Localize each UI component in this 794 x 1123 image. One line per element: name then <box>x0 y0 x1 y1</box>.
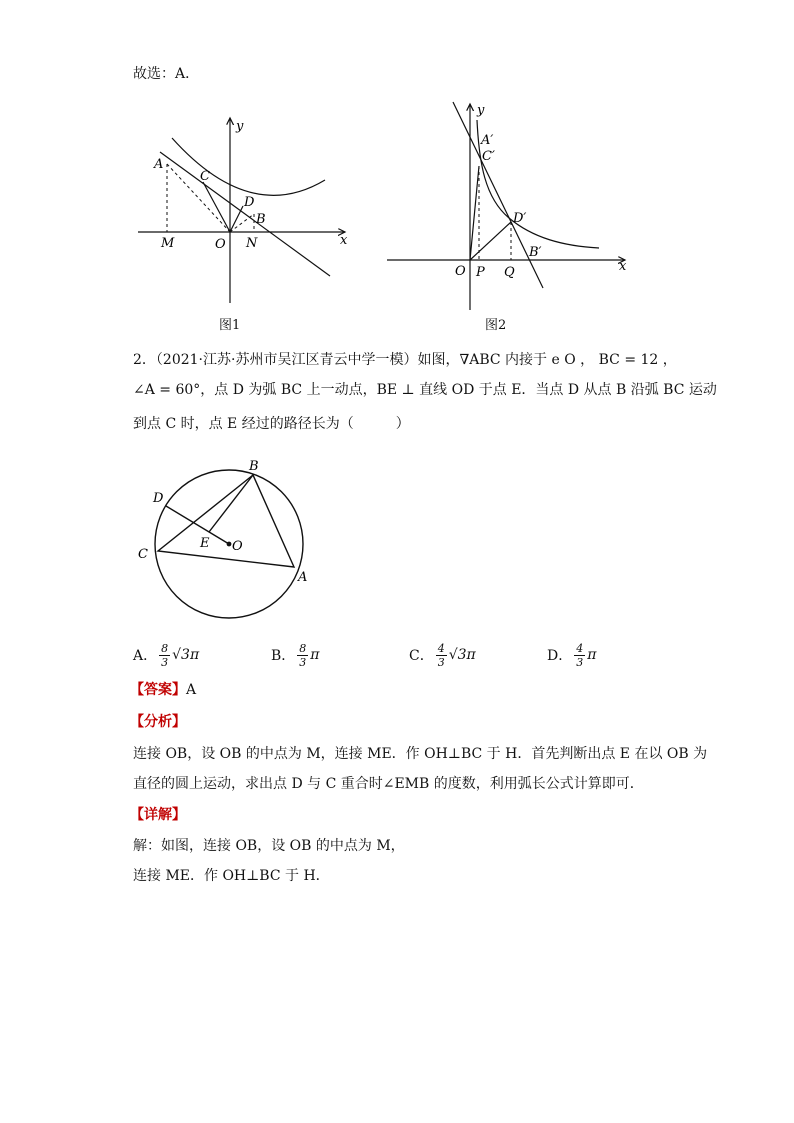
fig2-label-b: B′ <box>529 245 542 260</box>
option-d[interactable] <box>547 638 596 672</box>
question-line-3: 到点 C 时，点 E 经过的路径长为（ ） <box>133 416 410 432</box>
answer-line <box>130 680 196 700</box>
option-c-fraction <box>436 642 447 669</box>
option-a[interactable] <box>133 638 199 672</box>
fig3-label-e: E <box>200 536 210 551</box>
segment-do <box>166 506 229 544</box>
triangle-abc <box>158 475 294 567</box>
question-source: （2021·江苏·苏州市吴江区青云中学一模） <box>155 352 418 368</box>
option-d-tail: π <box>587 647 597 663</box>
detail-line-2: 连接 ME．作 OH⊥BC 于 H． <box>133 868 330 884</box>
question-line-1 <box>133 350 677 370</box>
fig2-label-c: C′ <box>482 149 495 164</box>
figure-2-caption: 图2 <box>485 318 507 333</box>
figure-3-circle <box>133 450 318 625</box>
answer-value: A <box>186 682 197 698</box>
fig1-label-x: x <box>340 233 348 248</box>
fig2-label-o: O <box>455 264 466 279</box>
fig1-label-b: B <box>256 212 266 227</box>
fig1-label-c: C <box>200 169 210 184</box>
fig2-label-d: D′ <box>513 211 527 226</box>
question-line-2: ∠A = 60°，点 D 为弧 BC 上一动点，BE ⊥ 直线 OD 于点 E．当点 D 从点 B 沿弧 BC 运动 <box>133 382 717 398</box>
option-a-letter: A． <box>133 648 158 664</box>
option-b[interactable] <box>271 638 320 672</box>
fig1-label-a: A <box>154 157 164 172</box>
option-b-fraction <box>297 642 308 669</box>
question-line1-rest: 如图，∇ABC 内接于 e O ， BC = 12 ， <box>417 352 677 368</box>
option-d-den: 3 <box>576 655 584 669</box>
fig1-segment-co <box>203 182 230 232</box>
fig2-label-y: y <box>477 103 485 118</box>
option-a-tail: √3π <box>172 647 200 663</box>
fig1-label-y: y <box>236 119 244 134</box>
fig1-dash-ao <box>167 164 230 232</box>
option-d-letter: D． <box>547 648 573 664</box>
option-d-fraction <box>574 642 585 669</box>
fig1-label-d: D <box>244 195 255 210</box>
fig3-label-b: B <box>249 459 259 474</box>
option-c-letter: C． <box>409 648 434 664</box>
fig1-dash-ob <box>230 214 254 232</box>
fig1-parabola <box>172 138 325 195</box>
fig1-label-n: N <box>246 236 258 251</box>
fig2-label-a: A′ <box>481 133 494 148</box>
fig2-segment-od <box>470 222 511 260</box>
figure-1 <box>130 110 355 310</box>
analysis-label-text: 【分析】 <box>130 714 186 730</box>
analysis-line-2: 直径的圆上运动，求出点 D 与 C 重合时∠EMB 的度数，利用弧长公式计算即可． <box>133 776 644 792</box>
option-d-num: 4 <box>576 641 584 655</box>
option-c[interactable] <box>409 638 476 672</box>
option-c-den: 3 <box>437 655 445 669</box>
fig3-label-d: D <box>153 491 164 506</box>
analysis-label <box>130 712 186 732</box>
option-c-num: 4 <box>437 641 445 655</box>
option-a-fraction <box>159 642 170 669</box>
center-point-o <box>227 542 232 547</box>
fig2-segment-oc <box>470 166 479 260</box>
fig3-label-a: A <box>298 570 308 585</box>
option-a-den: 3 <box>161 655 169 669</box>
fig3-label-c: C <box>138 547 148 562</box>
analysis-line-1: 连接 OB，设 OB 的中点为 M，连接 ME．作 OH⊥BC 于 H．首先判断出点 E 在以 OB 为 <box>133 746 708 762</box>
fig1-label-o: O <box>215 237 226 252</box>
fig3-label-o: O <box>232 539 243 554</box>
option-b-tail: π <box>310 647 320 663</box>
fig1-line <box>160 152 330 276</box>
question-number: 2． <box>133 352 156 368</box>
fig2-hyperbola <box>477 120 599 248</box>
option-a-num: 8 <box>161 641 169 655</box>
fig1-label-m: M <box>161 236 175 251</box>
figure-1-caption: 图1 <box>219 318 241 333</box>
fig2-label-q: Q <box>504 265 515 280</box>
figure-2 <box>383 98 633 318</box>
option-b-letter: B． <box>271 648 296 664</box>
fig2-label-x: x <box>619 259 627 274</box>
answer-label: 【答案】 <box>130 682 186 698</box>
segment-be <box>209 475 253 532</box>
fig2-label-p: P <box>476 265 485 280</box>
option-c-tail: √3π <box>448 647 476 663</box>
fig1-segment-od <box>230 206 243 232</box>
detail-line-1: 解：如图，连接 OB，设 OB 的中点为 M， <box>133 838 405 854</box>
option-b-den: 3 <box>299 655 307 669</box>
detail-label <box>130 805 186 825</box>
option-b-num: 8 <box>299 641 307 655</box>
intro-text: 故选：A． <box>133 66 200 82</box>
detail-label-text: 【详解】 <box>130 807 186 823</box>
